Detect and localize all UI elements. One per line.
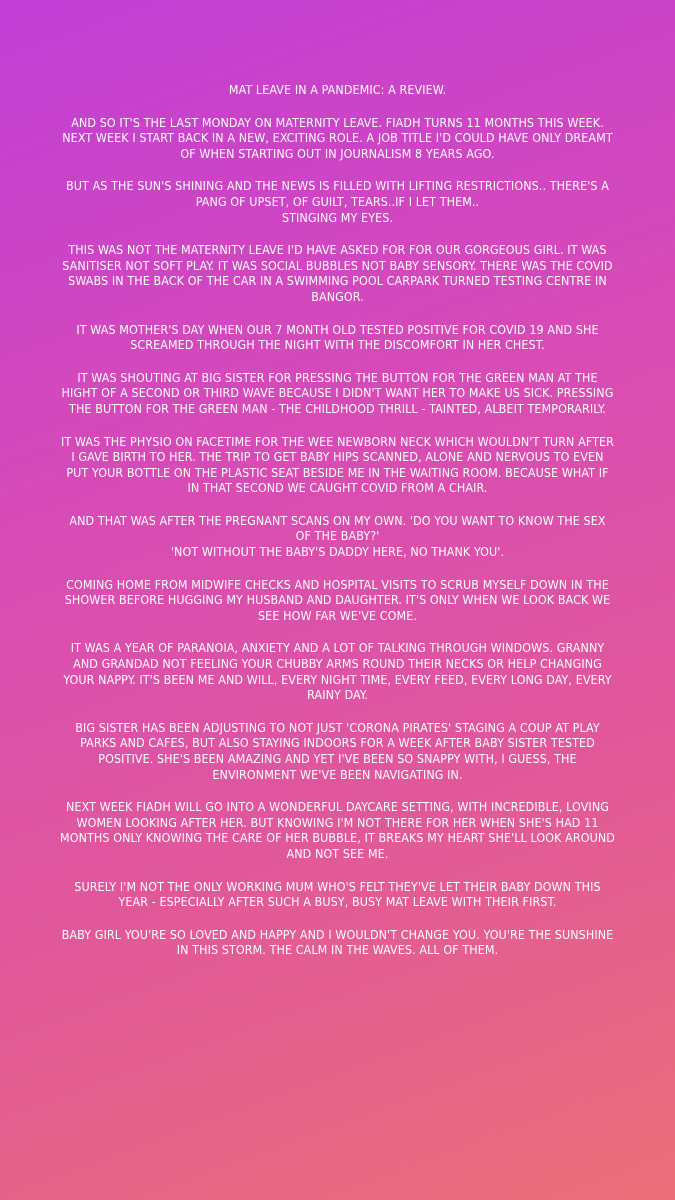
story-paragraph: IT WAS SHOUTING AT BIG SISTER FOR PRESSING THE BUTTON FOR THE GREEN MAN AT THE HIGHT OF A SECOND OR THIRD WAVE BECAUSE I DIDN'T WANT HER TO MAKE US SICK. PRESSING THE BUTTON FOR THE GREEN MAN - THE CHILDHOOD THRILL - TAINTED, ALBEIT TEMPORARILY. [61, 369, 614, 416]
story-paragraph: IT WAS THE PHYSIO ON FACETIME FOR THE WEE NEWBORN NECK WHICH WOULDN'T TURN AFTER I GAVE BIRTH TO HER. THE TRIP TO GET BABY HIPS SCANNED, ALONE AND NERVOUS TO EVEN PUT YOUR BOTTLE ON THE PLASTIC SEAT BESIDE ME IN THE WAITING ROOM. BECAUSE WHAT IF IN THAT SECOND WE CAUGHT COVID FROM A CHAIR. [60, 433, 615, 496]
story-paragraph: AND THAT WAS AFTER THE PREGNANT SCANS ON MY OWN. 'DO YOU WANT TO KNOW THE SEX OF THE BABY?' 'NOT WITHOUT THE BABY'S DADDY HERE, NO THANK YOU'. [69, 512, 606, 560]
story-title: MAT LEAVE IN A PANDEMIC: A REVIEW. [228, 82, 447, 97]
story-paragraph: AND SO IT'S THE LAST MONDAY ON MATERNITY LEAVE. FIADH TURNS 11 MONTHS THIS WEEK. NEXT WEEK I START BACK IN A NEW, EXCITING ROLE. A JOB TITLE I'D COULD HAVE ONLY DREAMT OF WHEN STARTING OUT IN JOURNALISM 8 YEARS AGO. [62, 114, 613, 161]
story-paragraph: IT WAS MOTHER'S DAY WHEN OUR 7 MONTH OLD TESTED POSITIVE FOR COVID 19 AND SHE SCREAMED THROUGH THE NIGHT WITH THE DISCOMFORT IN HER CHEST. [76, 321, 599, 353]
story-paragraph: BUT AS THE SUN'S SHINING AND THE NEWS IS FILLED WITH LIFTING RESTRICTIONS.. THERE'S A PANG OF UPSET, OF GUILT, TEARS..IF I LET THEM.. STINGING MY EYES. [66, 178, 609, 225]
story-paragraph: SURELY I'M NOT THE ONLY WORKING MUM WHO'S FELT THEY'VE LET THEIR BABY DOWN THIS YEAR - ESPECIALLY AFTER SUCH A BUSY, BUSY MAT LEAVE WITH THEIR FIRST. [74, 878, 601, 910]
story-paragraph: COMING HOME FROM MIDWIFE CHECKS AND HOSPITAL VISITS TO SCRUB MYSELF DOWN IN THE SHOWER BEFORE HUGGING MY HUSBAND AND DAUGHTER. IT'S ONLY WHEN WE LOOK BACK WE SEE HOW FAR WE'VE COME. [64, 576, 611, 623]
story-paragraph: IT WAS A YEAR OF PARANOIA, ANXIETY AND A LOT OF TALKING THROUGH WINDOWS. GRANNY AND GRANDAD NOT FEELING YOUR CHUBBY ARMS ROUND THEIR NECKS OR HELP CHANGING YOUR NAPPY. IT'S BEEN ME AND WILL, EVERY NIGHT TIME, EVERY FEED, EVERY LONG DAY, EVERY RAINY DAY. [63, 640, 612, 703]
story-paragraph: NEXT WEEK FIADH WILL GO INTO A WONDERFUL DAYCARE SETTING, WITH INCREDIBLE, LOVING WOMEN LOOKING AFTER HER. BUT KNOWING I'M NOT THERE FOR HER WHEN SHE'S HAD 11 MONTHS ONLY KNOWING THE CARE OF HER BUBBLE, IT BREAKS MY HEART SHE'LL LOOK AROUND AND NOT SEE ME. [60, 799, 615, 861]
story-text-block [60, 82, 615, 975]
story-paragraph: THIS WAS NOT THE MATERNITY LEAVE I'D HAVE ASKED FOR FOR OUR GORGEOUS GIRL. IT WAS SANITISER NOT SOFT PLAY. IT WAS SOCIAL BUBBLES NOT BABY SENSORY. THERE WAS THE COVID SWABS IN THE BACK OF THE CAR IN A SWIMMING POOL CARPARK TURNED TESTING CENTRE IN BANGOR. [62, 242, 613, 304]
story-paragraph: BIG SISTER HAS BEEN ADJUSTING TO NOT JUST 'CORONA PIRATES' STAGING A COUP AT PLAY PARKS AND CAFES, BUT ALSO STAYING INDOORS FOR A WEEK AFTER BABY SISTER TESTED POSITIVE. SHE'S BEEN AMAZING AND YET I'VE BEEN SO SNAPPY WITH, I GUESS, THE ENVIRONMENT WE'VE BEEN NAVIGATING IN. [75, 719, 600, 782]
story-paragraph: BABY GIRL YOU'RE SO LOVED AND HAPPY AND I WOULDN'T CHANGE YOU. YOU'RE THE SUNSHINE IN THIS STORM. THE CALM IN THE WAVES. ALL OF THEM. [61, 926, 614, 958]
